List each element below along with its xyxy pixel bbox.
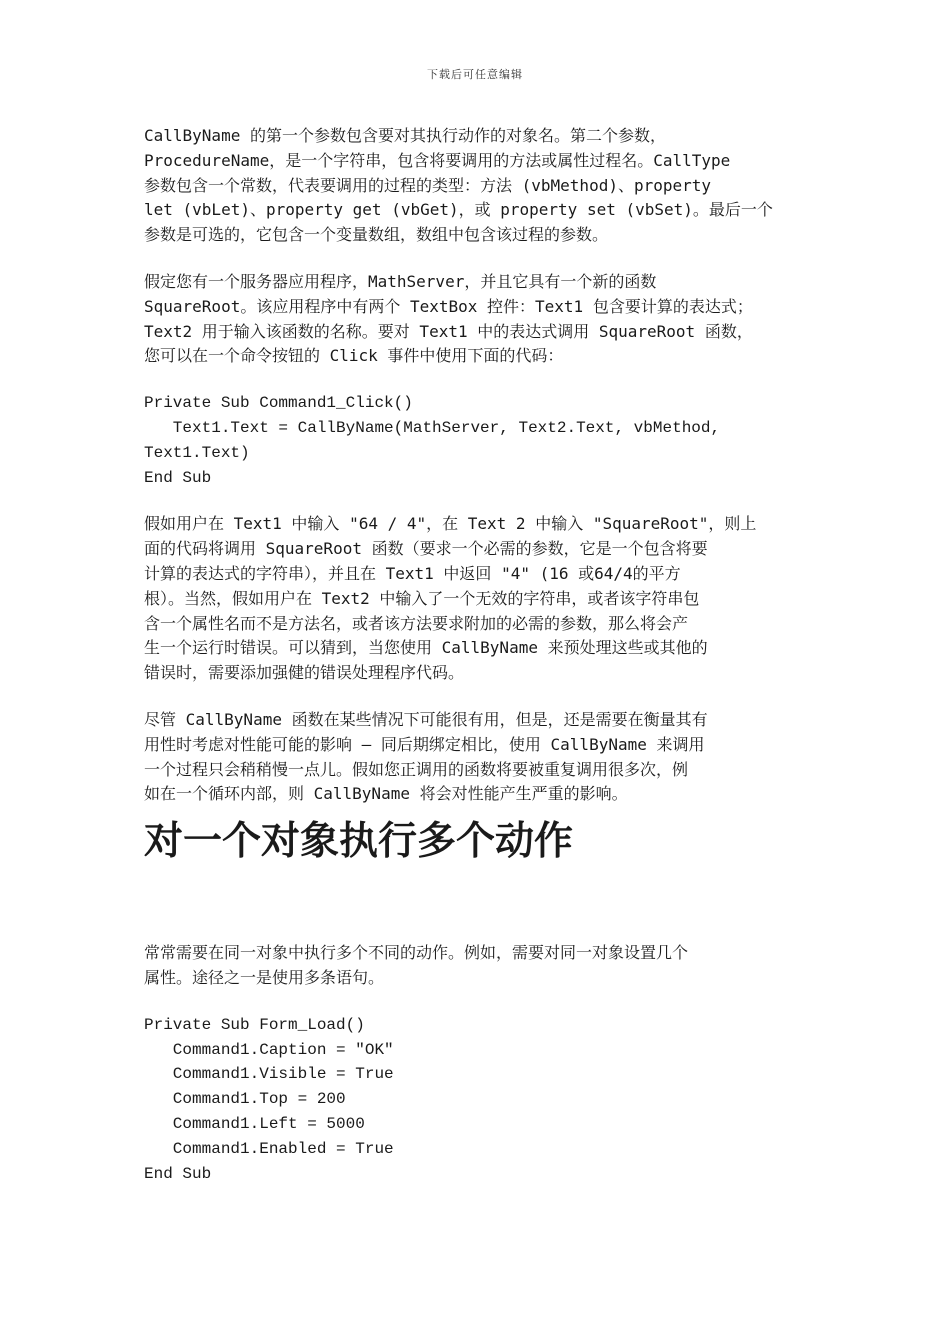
text-line: 参数包含一个常数，代表要调用的过程的类型：方法 (vbMethod)、property (144, 175, 712, 195)
text-line: 计算的表达式的字符串），并且在 Text1 中返回 "4" (16 或64/4的平方 (144, 563, 681, 583)
code-block-form-load (144, 1013, 820, 1187)
code-line: Command1.Enabled = True (144, 1139, 394, 1158)
text-line: 生一个运行时错误。可以猜到，当您使用 CallByName 来预处理这些或其他的 (144, 638, 708, 658)
code-line: End Sub (144, 468, 212, 487)
text-line: 您可以在一个命令按钮的 Click 事件中使用下面的代码： (144, 346, 564, 366)
text-line: let (vbLet)、property get (vbGet)，或 property set (vbSet)。最后一个 (144, 200, 773, 220)
code-line: Command1.Left = 5000 (144, 1114, 365, 1133)
text-line: 尽管 CallByName 函数在某些情况下可能很有用，但是，还是需要在衡量其有 (144, 709, 708, 729)
text-line: SquareRoot。该应用程序中有两个 TextBox 控件：Text1 包含要计算的表达式； (144, 296, 753, 316)
text-line: 用性时考虑对性能可能的影响 — 同后期绑定相比，使用 CallByName 来调用 (144, 734, 705, 754)
paragraph-user-input-example (144, 512, 820, 686)
text-line: 假如用户在 Text1 中输入 "64 / 4"，在 Text 2 中输入 "SquareRoot"，则上 (144, 514, 757, 534)
paragraph-performance-note (144, 708, 820, 807)
code-line: Command1.Visible = True (144, 1065, 394, 1084)
text-line: ProcedureName，是一个字符串，包含将要调用的方法或属性过程名。CallType (144, 150, 731, 170)
code-line: Command1.Caption = "OK" (144, 1040, 394, 1059)
text-line: 参数是可选的，它包含一个变量数组，数组中包含该过程的参数。 (144, 225, 609, 245)
code-line: End Sub (144, 1164, 212, 1183)
code-line: Command1.Top = 200 (144, 1090, 346, 1109)
text-line: 含一个属性名而不是方法名，或者该方法要求附加的必需的参数，那么将会产 (144, 613, 689, 633)
code-block-command-click (144, 391, 820, 490)
text-line: Text2 用于输入该函数的名称。要对 Text1 中的表达式调用 SquareRoot 函数， (144, 321, 753, 341)
paragraph-multiple-actions (144, 941, 820, 991)
text-line: 错误时，需要添加强健的错误处理程序代码。 (144, 663, 465, 683)
document-body (144, 124, 820, 1186)
paragraph-callbyname-params (144, 124, 820, 248)
code-line: Text1.Text) (144, 443, 250, 462)
page-header: 下载后可任意编辑 (427, 68, 523, 81)
text-line: 如在一个循环内部，则 CallByName 将会对性能产生严重的影响。 (144, 784, 628, 804)
text-line: 属性。途径之一是使用多条语句。 (144, 967, 385, 987)
code-line: Private Sub Command1_Click() (144, 394, 413, 413)
code-line: Text1.Text = CallByName(MathServer, Text2.Text, vbMethod, (144, 418, 721, 437)
text-line: 根）。当然，假如用户在 Text2 中输入了一个无效的字符串，或者该字符串包 (144, 588, 700, 608)
text-line: CallByName 的第一个参数包含要对其执行动作的对象名。第二个参数， (144, 126, 666, 145)
paragraph-mathserver-example (144, 270, 820, 369)
text-line: 一个过程只会稍稍慢一点儿。假如您正调用的函数将要被重复调用很多次，例 (144, 759, 689, 779)
code-line: Private Sub Form_Load() (144, 1015, 365, 1034)
text-line: 假定您有一个服务器应用程序，MathServer，并且它具有一个新的函数 (144, 271, 657, 291)
text-line: 常常需要在同一对象中执行多个不同的动作。例如，需要对同一对象设置几个 (144, 943, 689, 963)
section-heading: 对一个对象执行多个动作 (144, 819, 574, 865)
text-line: 面的代码将调用 SquareRoot 函数（要求一个必需的参数，它是一个包含将要 (144, 539, 708, 559)
